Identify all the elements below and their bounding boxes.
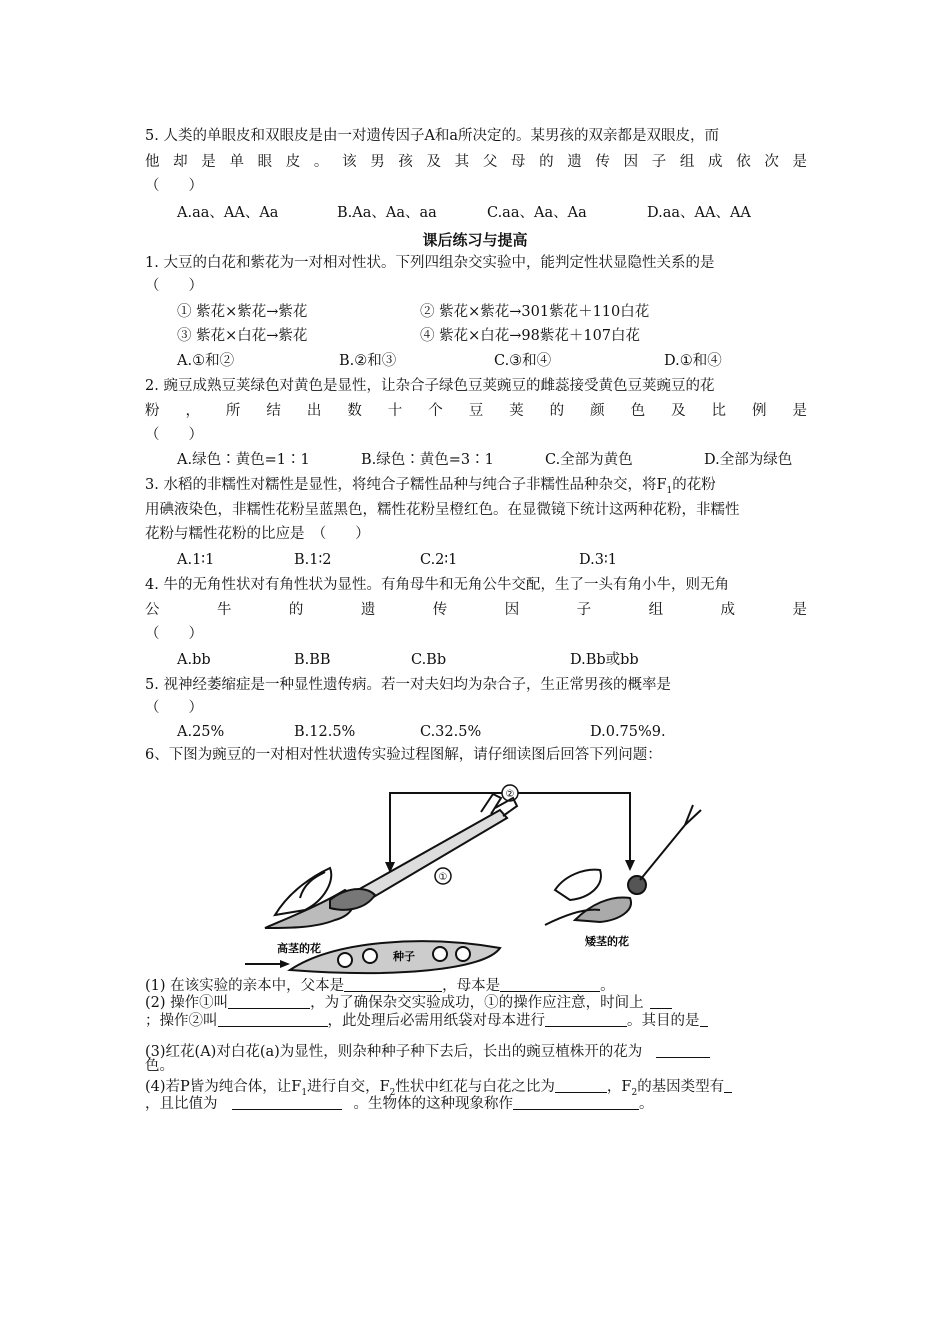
- p1-option-a: A.①和②: [177, 353, 235, 369]
- p4-paren: （ ）: [145, 626, 203, 642]
- p3-line2: 用碘液染色，非糯性花粉呈蓝黑色，糯性花粉呈橙红色。在显微镜下统计这两种花粉，非糯性: [145, 502, 740, 518]
- q5a-line1: 5. 人类的单眼皮和双眼皮是由一对遗传因子A和a所决定的。某男孩的双亲都是双眼皮，而: [145, 128, 720, 144]
- p1-cross-2: ② 紫花×紫花→301紫花＋110白花: [420, 304, 650, 320]
- p6-q3-line2: 色。: [145, 1058, 174, 1074]
- pea-cross-diagram: [245, 780, 705, 980]
- tall-stem-flower-icon: [265, 868, 375, 928]
- p4-option-c: C.Bb: [411, 652, 447, 668]
- marker-1-text: ①: [438, 872, 448, 883]
- p2-option-b: B.绿色∶黄色=3∶1: [361, 452, 494, 468]
- p3-line3: 花粉与糯性花粉的比应是 （ ）: [145, 526, 370, 542]
- p3-option-a: A.1∶1: [177, 552, 215, 568]
- blank-genotype-ratio[interactable]: [232, 1095, 342, 1110]
- p6-q2-line2: ；操作②叫 ，此处理后必需用纸袋对母本进行 。其目的是: [145, 1012, 708, 1030]
- q5a-option-a: A.aa、AA、Aa: [177, 205, 279, 221]
- p6-q3-line1: (3)红花(A)对白花(a)为显性，则杂种种子种下去后，长出的豌豆植株开的花为: [145, 1043, 710, 1061]
- p1-paren: （ ）: [145, 278, 203, 294]
- blank-timing[interactable]: [650, 994, 672, 1009]
- q5a-line2: 他却是单眼皮。该男孩及其父母的遗传因子组成依次是: [145, 154, 807, 170]
- p1-line1: 1. 大豆的白花和紫花为一对相对性状。下列四组杂交实验中，能判定性状显隐性关系的是: [145, 255, 715, 271]
- p2-option-a: A.绿色∶黄色=1∶1: [177, 452, 310, 468]
- q5a-paren: （ ）: [145, 178, 203, 194]
- brush-icon: [640, 805, 701, 880]
- p6-q4-line1: (4)若P皆为纯合体，让$F_1$进行自交，$F_2$性状中红花与白花之比为 ，$F_2$的基因类型有: [145, 1078, 732, 1102]
- p5-paren: （ ）: [145, 700, 203, 716]
- blank-father[interactable]: [344, 977, 442, 992]
- label-tall-flower: 高茎的花: [277, 942, 321, 955]
- q5a-option-d: D.aa、AA、AA: [647, 205, 751, 221]
- p3-option-c: C.2∶1: [420, 552, 458, 568]
- blank-bagging[interactable]: [545, 1012, 627, 1027]
- p4-line1: 4. 牛的无角性状对有角性状为显性。有角母牛和无角公牛交配，生了一头有角小牛，则无角: [145, 577, 729, 593]
- p1-cross-4: ④ 紫花×白花→98紫花＋107白花: [420, 328, 641, 344]
- p5-option-c: C.32.5%: [420, 724, 482, 740]
- p6-intro: 6、下图为豌豆的一对相对性状遗传实验过程图解，请仔细读图后回答下列问题：: [145, 747, 662, 763]
- p6-q2-line1: (2) 操作①叫 ，为了确保杂交实验成功，①的操作应注意，时间上: [145, 994, 672, 1012]
- marker-2-text: ②: [505, 789, 515, 800]
- blank-mother[interactable]: [500, 977, 600, 992]
- p3-line1: 3. 水稻的非糯性对糯性是显性，将纯合子糯性品种与纯合子非糯性品种杂交，将$F_1$的花粉: [145, 477, 716, 496]
- p5-option-d: D.0.75%9.: [590, 724, 666, 740]
- blank-genotypes[interactable]: [724, 1078, 732, 1093]
- p3-option-d: D.3∶1: [579, 552, 617, 568]
- p2-option-c: C.全部为黄色: [545, 452, 633, 468]
- blank-operation-1[interactable]: [228, 994, 310, 1009]
- p4-option-b: B.BB: [294, 652, 331, 668]
- p6-q1: (1) 在该实验的亲本中，父本是 ，母本是 。: [145, 978, 615, 994]
- p2-line2: 粉，所结出数十个豆荚的颜色及比例是: [145, 403, 807, 419]
- p1-option-b: B.②和③: [339, 353, 397, 369]
- blank-ratio[interactable]: [555, 1078, 607, 1093]
- blank-purpose[interactable]: [700, 1012, 708, 1027]
- p4-option-d: D.Bb或bb: [570, 652, 639, 668]
- short-stem-flower-icon: [545, 870, 646, 925]
- p2-option-d: D.全部为绿色: [704, 452, 793, 468]
- p1-option-d: D.①和④: [664, 353, 722, 369]
- label-seed: 种子: [393, 950, 415, 963]
- p1-cross-1: ① 紫花×紫花→紫花: [177, 304, 308, 320]
- p6-q4-line2: ，且比值为 。生物体的这种现象称作 。: [145, 1096, 654, 1112]
- q5a-option-b: B.Aa、Aa、aa: [337, 205, 437, 221]
- p4-option-a: A.bb: [177, 652, 211, 668]
- p5-option-a: A.25%: [177, 724, 225, 740]
- p3-option-b: B.1∶2: [294, 552, 332, 568]
- p1-cross-3: ③ 紫花×白花→紫花: [177, 328, 308, 344]
- blank-operation-2[interactable]: [218, 1012, 328, 1027]
- blank-flower-color[interactable]: [656, 1043, 710, 1058]
- q5a-option-c: C.aa、Aa、Aa: [487, 205, 587, 221]
- blank-phenomenon[interactable]: [513, 1095, 639, 1110]
- p2-paren: （ ）: [145, 427, 203, 443]
- p4-line2: 公牛的遗传因子组成是: [145, 602, 807, 618]
- p5-line1: 5. 视神经萎缩症是一种显性遗传病。若一对夫妇均为杂合子，生正常男孩的概率是: [145, 677, 671, 693]
- p5-option-b: B.12.5%: [294, 724, 356, 740]
- p2-line1: 2. 豌豆成熟豆荚绿色对黄色是显性，让杂合子绿色豆荚豌豆的雌蕊接受黄色豆荚豌豆的花: [145, 378, 715, 394]
- label-short-flower: 矮茎的花: [585, 935, 629, 948]
- section-title: 课后练习与提高: [422, 231, 528, 249]
- p1-option-c: C.③和④: [494, 353, 552, 369]
